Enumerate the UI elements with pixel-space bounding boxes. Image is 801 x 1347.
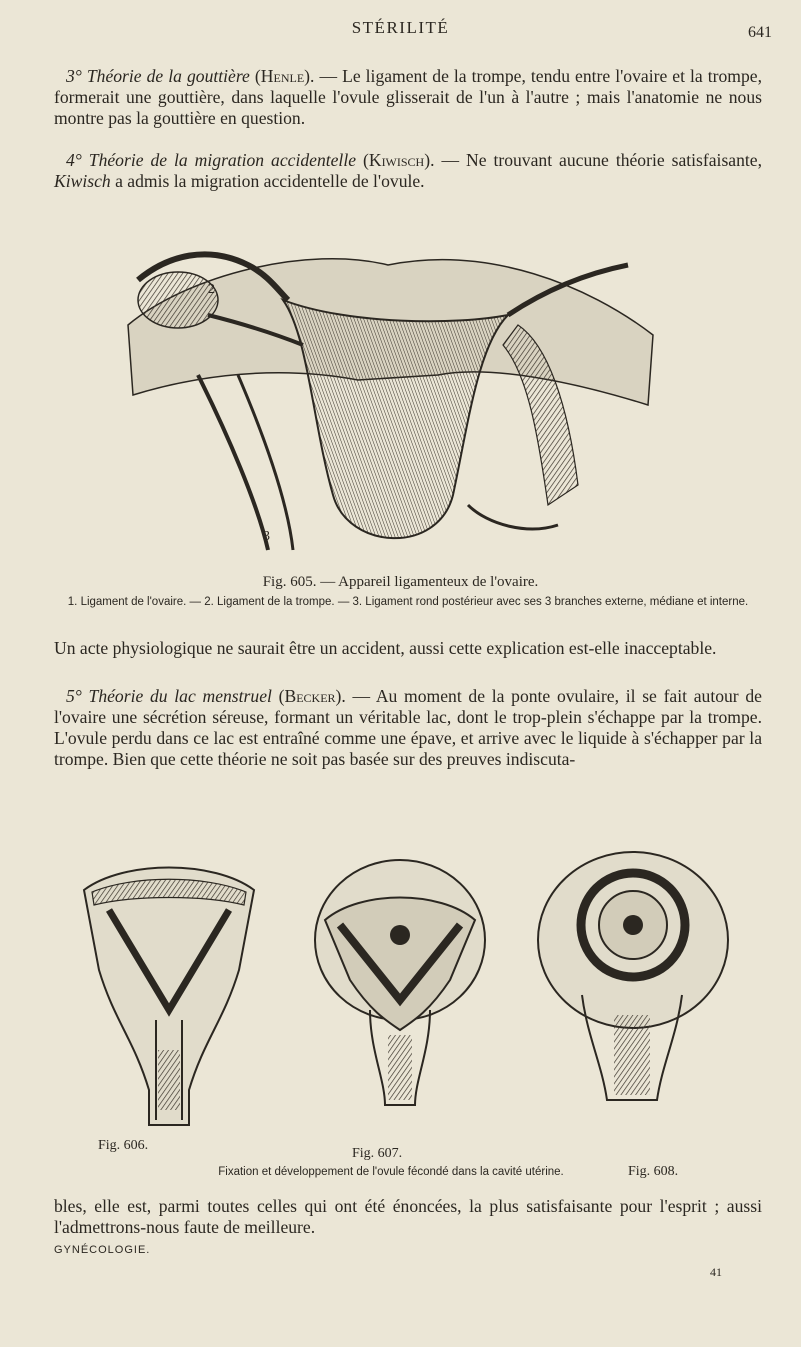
theory-title-migration: 4° Théorie de la migration accidentelle [66, 150, 357, 170]
figure-605-label-3: 3 [263, 529, 270, 544]
paragraph-inacceptable [54, 638, 762, 659]
paragraph-migration-text-a: — Ne trouvant aucune théorie satisfaisante, [434, 150, 762, 170]
figure-607-illustration [300, 850, 500, 1110]
theory-title-gouttiere: 3° Théorie de la gouttière [66, 66, 250, 86]
paragraph-migration-text-b: a admis la migration accidentelle de l'ovule. [110, 171, 425, 191]
running-title: STÉRILITÉ [351, 18, 450, 37]
paragraph-gouttiere [54, 66, 762, 129]
figure-605-label-2: 2 [208, 282, 215, 297]
figures-606-608-caption: Fixation et développement de l'ovule fécondé dans la cavité utérine. [218, 1166, 564, 1178]
author-name-italic: Kiwisch [54, 171, 111, 191]
page-number: 641 [748, 24, 772, 41]
paragraph-gouttiere-text: — Le ligament de la trompe, tendu entre l'ovaire et la trompe, formerait une gouttière, dans laquelle l'ovule glisserait de l'un à l'autre ; mais l'anatomie ne nous montre pas la gouttière en question. [54, 66, 762, 128]
figure-608-illustration [522, 845, 744, 1105]
author-becker: (Becker). [278, 686, 346, 706]
theory-title-lac: 5° Théorie du lac menstruel [66, 686, 272, 706]
figure-606-label: Fig. 606. [98, 1138, 149, 1153]
figure-605-illustration [108, 205, 668, 570]
figure-606-illustration [64, 850, 274, 1130]
paragraph-inacceptable-text: Un acte physiologique ne saurait être un accident, aussi cette explication est-elle inacceptable. [54, 638, 717, 658]
figure-605-caption: Fig. 605. — Appareil ligamenteux de l'ovaire. [262, 574, 539, 590]
paragraph-lac-menstruel [54, 686, 762, 770]
paragraph-conclusion-text: bles, elle est, parmi toutes celles qui ont été énoncées, la plus satisfaisante pour l'esprit ; aussi l'admettrons-nous faute de meilleure. [54, 1196, 762, 1237]
paragraph-lac-text: — Au moment de la ponte ovulaire, il se fait autour de l'ovaire une sécrétion séreuse, formant un véritable lac, dont le trop-plein s'échappe par la trompe. L'ovule perdu dans ce lac est entraîné comme une épave, et arrive avec le liquide à s'échapper par la trompe. Bien que cette théorie ne soit pas basée sur des preuves indiscuta- [54, 686, 762, 769]
author-henle: (Henle). [254, 66, 315, 86]
paragraph-migration [54, 150, 762, 192]
figure-608-label: Fig. 608. [628, 1164, 679, 1179]
figure-607-label: Fig. 607. [352, 1146, 403, 1161]
printer-signature: GYNÉCOLOGIE. [54, 1244, 151, 1256]
signature-number: 41 [710, 1265, 722, 1279]
author-kiwisch: (Kiwisch). [363, 150, 435, 170]
figure-605-legend: 1. Ligament de l'ovaire. — 2. Ligament de la trompe. — 3. Ligament rond postérieur avec ses 3 branches externe, médiane et interne. [67, 596, 749, 608]
paragraph-conclusion [54, 1196, 762, 1238]
